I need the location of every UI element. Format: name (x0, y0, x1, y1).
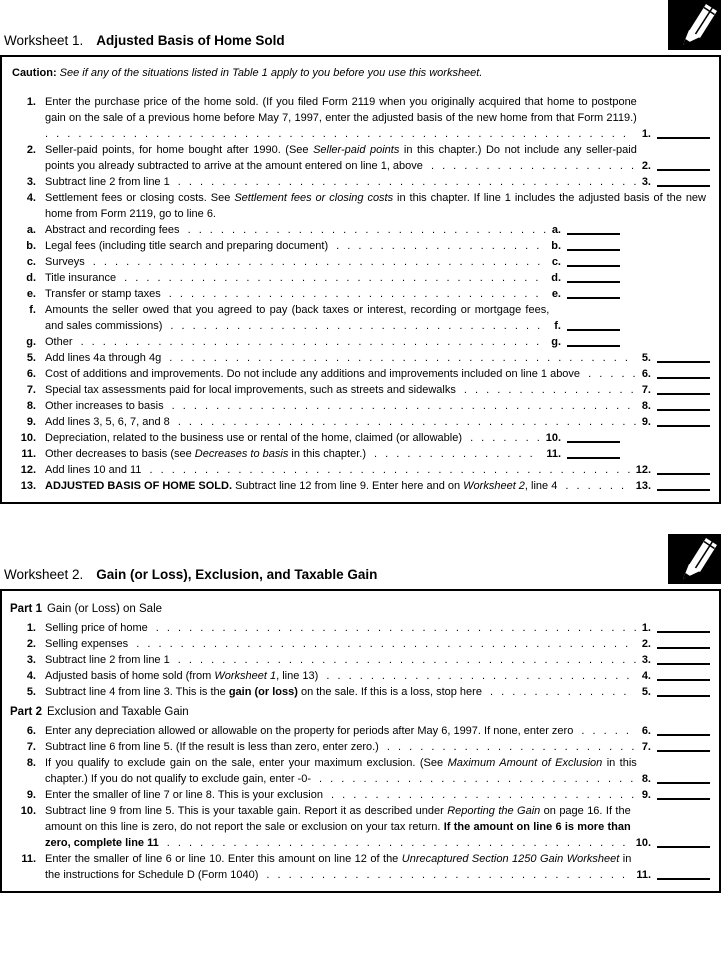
entry-cell (551, 270, 621, 286)
line-number: 9. (26, 789, 36, 801)
worksheet-1-rows (8, 94, 711, 494)
entry-label: 8. (641, 400, 651, 412)
entry-label: 5. (641, 686, 651, 698)
line-description (45, 478, 636, 494)
line-number: 6. (26, 725, 36, 737)
dot-leader: . . . . . . . . . . . . . . . . . . . . . . . . . . . . . . . . . . . . . . (116, 272, 539, 284)
line-number: 7. (26, 741, 36, 753)
line-description (45, 684, 642, 700)
text-segment: Other (45, 336, 73, 348)
line-description (45, 620, 642, 636)
line-number: g. (26, 336, 36, 348)
dot-leader: . . . . . . . . . . . . . . . . . . . . . . . . . . . . . . . . . . . . . . . . . . . . . (128, 638, 629, 650)
worksheet-row (8, 446, 711, 462)
line-number: 2. (26, 144, 36, 156)
line-number: 5. (26, 352, 36, 364)
amount-entry-line[interactable] (657, 734, 710, 736)
text-segment: ADJUSTED BASIS OF HOME SOLD. (45, 480, 233, 492)
line-number: 3. (26, 654, 36, 666)
worksheet-row (8, 787, 711, 803)
text-segment: Add lines 10 and 11 (45, 464, 142, 476)
entry-label: a. (551, 224, 561, 236)
text-segment: Seller-paid points (313, 144, 400, 156)
worksheet-row (8, 142, 711, 174)
dot-leader: . . . . . . . . . . . . . . . . . . . . . . . . . . . . . . . . . . . . . . . . . . (169, 654, 637, 666)
line-number: c. (26, 256, 36, 268)
line-number: d. (26, 272, 36, 284)
text-segment: Subtract line 9 from line 5. This is your taxable gain. Report it as described under (45, 805, 448, 817)
entry-cell (642, 771, 711, 787)
entry-label: 9. (641, 789, 651, 801)
line-number: 8. (26, 757, 36, 769)
line-number: 10. (20, 432, 36, 444)
entry-cell (554, 318, 621, 334)
amount-entry-line[interactable] (567, 281, 620, 283)
amount-entry-line[interactable] (657, 878, 710, 880)
text-segment: Adjusted basis of home sold (from (45, 670, 215, 682)
line-number: 11. (21, 853, 36, 865)
amount-entry-line[interactable] (657, 695, 710, 697)
entry-cell (642, 787, 711, 803)
caution-note (12, 66, 711, 81)
entry-label: 6. (641, 368, 651, 380)
text-segment: Unrecaptured Section 1250 Gain Worksheet (401, 853, 620, 865)
text-segment: Reporting the Gain (447, 805, 541, 817)
worksheet-row (8, 350, 711, 366)
amount-entry-line[interactable] (657, 185, 710, 187)
worksheet-row (8, 174, 711, 190)
text-segment: Worksheet 1 (214, 670, 277, 682)
amount-entry-line[interactable] (657, 473, 710, 475)
text-segment: Title insurance (45, 272, 117, 284)
amount-entry-line[interactable] (657, 377, 710, 379)
entry-cell (551, 238, 621, 254)
line-description (45, 723, 642, 739)
dot-leader: . . . . . . . . . . . . . . . . . . . . . . . . . . . . . (311, 773, 634, 785)
amount-entry-line[interactable] (657, 409, 710, 411)
dot-leader: . . . . . . . . . . . . . . . . . . . . . . . . . . . . (318, 670, 630, 682)
text-segment: Special tax assessments paid for local improvements, such as streets and sidewalks (45, 384, 456, 396)
line-number: e. (26, 288, 36, 300)
text-segment: Other decreases to basis (see (45, 448, 195, 460)
pencil-icon (668, 534, 721, 584)
text-segment: Enter the smaller of line 7 or line 8. This is your exclusion (45, 789, 323, 801)
line-description (45, 652, 642, 668)
entry-label: 8. (641, 773, 651, 785)
line-number: 11. (21, 448, 36, 460)
text-segment: Add lines 3, 5, 6, 7, and 8 (45, 416, 170, 428)
worksheet-1-header (0, 0, 721, 55)
entry-label: 1. (641, 128, 651, 140)
amount-entry-line[interactable] (567, 457, 620, 459)
worksheet-row (8, 851, 711, 883)
text-segment: Enter any depreciation allowed or allowable on the property for periods after May 6, 1997. If none, enter zero (45, 725, 574, 737)
entry-cell (552, 286, 621, 302)
worksheet-row (8, 668, 711, 684)
worksheet-row (8, 238, 711, 254)
text-segment: Enter the purchase price of the home sold. (If you filed Form 2119 when you originally acquired that home to postpone gain on the sale of a previous home before May 7, 1997, enter the adjusted basis of the new home from that Form 2119.) (45, 96, 637, 124)
entry-label: 2. (641, 160, 651, 172)
worksheet-2-rows (8, 601, 711, 883)
text-segment: Selling expenses (45, 638, 129, 650)
entry-cell (546, 446, 621, 462)
dot-leader: . . . . . . . . . . . . . . . . . . . . . . . . . . . . . . . . . . . . . . . . . . . . . . . . . . . . . (45, 128, 626, 140)
line-description (45, 430, 546, 446)
line-number: 8. (26, 400, 36, 412)
line-number: 12. (20, 464, 36, 476)
line-number: 1. (26, 622, 36, 634)
entry-label: 7. (641, 741, 651, 753)
dot-leader: . . . . . . . . . . . . . . . . . . . (422, 160, 635, 172)
line-description (45, 350, 642, 366)
text-segment: Seller-paid points, for home bought after 1990. (See (45, 144, 314, 156)
line-description (45, 755, 642, 787)
amount-entry-line[interactable] (657, 361, 710, 363)
line-number: 2. (26, 638, 36, 650)
line-description (45, 190, 711, 222)
worksheet-row (8, 636, 711, 652)
amount-entry-line[interactable] (657, 782, 710, 784)
amount-entry-line[interactable] (567, 233, 620, 235)
dot-leader: . . . . . . . . . . . . . . . . . . . . . . . . . . . . . . . . . . . . . . . . . . (169, 416, 637, 428)
amount-entry-line[interactable] (657, 679, 710, 681)
dot-leader: . . . . . . . . . . . . . . . . . . . . . . . . . . . . . . . . . . . . . . . . . . (163, 400, 631, 412)
entry-cell (642, 158, 711, 174)
dot-leader: . . . . . . . . . . . . . . . (366, 448, 533, 460)
dot-leader: . . . . . . . . . . . . . . . . . . . . . . . (378, 741, 635, 753)
text-segment: If you qualify to exclude gain on the sale, enter your maximum exclusion. (See (45, 757, 448, 769)
entry-cell (551, 334, 621, 350)
entry-cell (642, 414, 711, 430)
text-segment: Caution: (12, 67, 60, 79)
line-description (45, 398, 642, 414)
worksheet-row (8, 302, 711, 334)
entry-cell (642, 126, 711, 142)
entry-cell (642, 398, 711, 414)
worksheet-1-label: Worksheet 1. (4, 33, 84, 48)
entry-label: b. (551, 240, 561, 252)
text-segment: See if any of the situations listed in Table 1 apply to you before you use this worksheet. (59, 67, 483, 79)
text-segment: on the sale. If this is a loss, stop here (297, 686, 482, 698)
text-segment: Selling price of home (45, 622, 148, 634)
entry-cell (552, 222, 621, 238)
text-segment: Transfer or stamp taxes (45, 288, 161, 300)
worksheet-row (8, 286, 711, 302)
amount-entry-line[interactable] (657, 489, 710, 491)
text-segment: Gain (or Loss) on Sale (46, 603, 163, 615)
worksheet-row (8, 366, 711, 382)
entry-label: 3. (641, 176, 651, 188)
text-segment: Subtract line 2 from line 1 (45, 654, 170, 666)
worksheet-2-box (0, 589, 721, 893)
text-segment: Maximum Amount of Exclusion (447, 757, 603, 769)
text-segment: Legal fees (including title search and preparing document) (45, 240, 329, 252)
worksheet-row (8, 430, 711, 446)
entry-label: 5. (641, 352, 651, 364)
line-description (45, 174, 642, 190)
entry-label: 11. (546, 448, 561, 460)
dot-leader: . . . . . . . . . . . . . . . . . . . . . . . . . . . . . . . . . (258, 869, 626, 881)
amount-entry-line[interactable] (657, 393, 710, 395)
line-description (45, 270, 551, 286)
worksheet-row (8, 462, 711, 478)
line-number: b. (26, 240, 36, 252)
line-number: 4. (26, 192, 36, 204)
amount-entry-line[interactable] (567, 345, 620, 347)
amount-entry-line[interactable] (657, 663, 710, 665)
entry-cell (642, 620, 711, 636)
text-segment: Other increases to basis (45, 400, 164, 412)
amount-entry-line[interactable] (657, 647, 710, 649)
entry-label: 4. (641, 670, 651, 682)
line-description (45, 787, 642, 803)
worksheet-2-label: Worksheet 2. (4, 567, 84, 582)
entry-cell (642, 366, 711, 382)
dot-leader: . . . . . (573, 725, 629, 737)
text-segment: Subtract line 4 from line 3. This is the (45, 686, 229, 698)
entry-label: 12. (635, 464, 651, 476)
entry-label: e. (551, 288, 561, 300)
dot-leader: . . . . . . . . . . . . . . . . . . . . . . . . . . . . . . . . . . . . . . . . . . (169, 176, 637, 188)
entry-cell (546, 430, 621, 446)
line-number: 9. (26, 416, 36, 428)
dot-leader: . . . . . . . . . . . . . . . . . . . . . . . . . . . . . . . . . . . . . . . . . . (158, 837, 626, 849)
part-heading (10, 704, 711, 720)
entry-cell (642, 636, 711, 652)
worksheet-row (8, 755, 711, 787)
entry-cell (636, 867, 711, 883)
line-number: 7. (26, 384, 36, 396)
dot-leader: . . . . . . . . . . . . . . . . . . . . . . . . . . . . . . . . . . . . . . . . . . (72, 336, 540, 348)
dot-leader: . . . . . . (557, 480, 625, 492)
dot-leader: . . . . . . . . . . . . . . . . . . . . . . . . . . . . (322, 789, 635, 801)
line-description (45, 851, 636, 883)
worksheet-2-title: Gain (or Loss), Exclusion, and Taxable Gain (96, 567, 378, 582)
entry-cell (552, 254, 621, 270)
line-description (45, 302, 554, 334)
part-label: Part 1 (10, 603, 42, 615)
line-number: 1. (26, 96, 36, 108)
text-segment: If the amount on line 6 is more than zero, complete line 11 (45, 821, 631, 849)
entry-cell (642, 723, 711, 739)
line-description (45, 636, 642, 652)
worksheet-row (8, 94, 711, 142)
text-segment: Settlement fees or closing costs. See (45, 192, 235, 204)
line-number: 10. (20, 805, 36, 817)
text-segment: Settlement fees or closing costs (234, 192, 394, 204)
worksheet-row (8, 620, 711, 636)
dot-leader: . . . . . . . (462, 432, 540, 444)
dot-leader: . . . . . . . . . . . . . . . . . . . . . . . . . . . . . . . . . . . . . . . . . . . . (141, 464, 631, 476)
dot-leader: . . . . . . . . . . . . . . . . . . . . . . . . . . . . . . . . . . (162, 320, 541, 332)
entry-label: 7. (641, 384, 651, 396)
text-segment: Worksheet 2 (463, 480, 525, 492)
line-description (45, 254, 552, 270)
worksheet-row (8, 414, 711, 430)
dot-leader: . . . . . . . . . . . . . (481, 686, 627, 698)
entry-label: 6. (641, 725, 651, 737)
dot-leader: . . . . . . . . . . . . . . . . . . . . . . . . . . . . . . . . . . . . . . . . . (84, 256, 541, 268)
worksheet-1-title: Adjusted Basis of Home Sold (96, 33, 285, 48)
amount-entry-line[interactable] (567, 329, 620, 331)
amount-entry-line[interactable] (657, 169, 710, 171)
entry-cell (642, 174, 711, 190)
text-segment: in this chapter.) If you do not qualify to exclude gain, enter -0- (45, 757, 637, 785)
amount-entry-line[interactable] (657, 798, 710, 800)
dot-leader: . . . . . . . . . . . . . . . . . . . . . . . . . . . . . . . . . . . . . . . . . . . . (147, 622, 637, 634)
entry-label: 11. (636, 869, 651, 881)
line-number: 5. (26, 686, 36, 698)
worksheet-row (8, 803, 711, 851)
dot-leader: . . . . . . . . . . . . . . . . . . . (328, 240, 540, 252)
worksheet-row (8, 723, 711, 739)
entry-label: d. (551, 272, 561, 284)
line-description (45, 366, 642, 382)
entry-label: g. (551, 336, 561, 348)
line-number: 13. (20, 480, 36, 492)
line-description (45, 739, 642, 755)
dot-leader: . . . . . . . . . . . . . . . . . . . . . . . . . . . . . . . . . (179, 224, 547, 236)
text-segment: Subtract line 2 from line 1 (45, 176, 170, 188)
amount-entry-line[interactable] (567, 441, 620, 443)
entry-cell (642, 652, 711, 668)
text-segment: Amounts the seller owed that you agreed to pay (back taxes or interest, recording or mortgage fees, and sales commissions) (45, 304, 550, 332)
text-segment: gain (or loss) (228, 686, 298, 698)
line-description (45, 238, 551, 254)
entry-cell (636, 478, 711, 494)
text-segment: in this chapter. If line 1 includes the adjusted basis of the new home from Form 2119, go to line 6. (45, 192, 706, 220)
line-description (45, 142, 642, 174)
text-segment: Abstract and recording fees (45, 224, 180, 236)
dot-leader: . . . . . . . . . . . . . . . . . . . . . . . . . . . . . . . . . . . . . . . . . . (161, 352, 628, 364)
text-segment: Cost of additions and improvements. Do not include any additions and improvements included on line 1 above (45, 368, 581, 380)
worksheet-row (8, 270, 711, 286)
entry-label: 9. (641, 416, 651, 428)
entry-label: 1. (641, 622, 651, 634)
worksheet-row (8, 334, 711, 350)
entry-label: f. (554, 320, 561, 332)
text-segment: in this chapter.) Do not include any seller-paid points you already subtracted to arrive at the amount entered on line 1, above (45, 144, 637, 172)
line-description (45, 668, 642, 684)
text-segment: in the instructions for Schedule D (Form 1040) (45, 853, 632, 881)
entry-cell (636, 462, 711, 478)
line-description (45, 803, 636, 851)
line-description (45, 334, 551, 350)
text-segment: Depreciation, related to the business use or rental of the home, claimed (or allowable) (45, 432, 463, 444)
line-description (45, 414, 642, 430)
worksheet-row (8, 739, 711, 755)
worksheet-row (8, 382, 711, 398)
entry-label: 2. (641, 638, 651, 650)
entry-cell (642, 350, 711, 366)
worksheet-row (8, 222, 711, 238)
dot-leader: . . . . . . . . . . . . . . . . . . . . . . . . . . . . . . . . . . (160, 288, 539, 300)
amount-entry-line[interactable] (657, 631, 710, 633)
worksheet-row (8, 652, 711, 668)
amount-entry-line[interactable] (567, 297, 620, 299)
line-number: f. (29, 304, 36, 316)
worksheet-2-section (0, 534, 721, 893)
line-description (45, 94, 642, 142)
text-segment: Subtract line 6 from line 5. (If the result is less than zero, enter zero.) (45, 741, 379, 753)
entry-cell (642, 382, 711, 398)
text-segment: , line 13) (276, 670, 319, 682)
part-label: Part 2 (10, 706, 42, 718)
line-number: 4. (26, 670, 36, 682)
worksheet-row (8, 398, 711, 414)
line-description (45, 446, 546, 462)
part-heading (10, 601, 711, 617)
worksheet-row (8, 478, 711, 494)
text-segment: on page 16. If the amount on this line is zero, do not report the sale or exclusion on your tax return. (45, 805, 631, 833)
line-description (45, 222, 552, 238)
line-description (45, 286, 552, 302)
text-segment: Subtract line 12 from line 9. Enter here and on (232, 480, 464, 492)
worksheet-row (8, 190, 711, 222)
line-number: 3. (26, 176, 36, 188)
entry-label: 10. (545, 432, 561, 444)
amount-entry-line[interactable] (657, 846, 710, 848)
worksheet-row (8, 684, 711, 700)
entry-label: 3. (641, 654, 651, 666)
amount-entry-line[interactable] (657, 750, 710, 752)
pencil-icon (668, 0, 721, 50)
entry-cell (642, 739, 711, 755)
entry-label: 10. (635, 837, 651, 849)
text-segment: Exclusion and Taxable Gain (46, 706, 189, 718)
worksheet-row (8, 254, 711, 270)
text-segment: in this chapter.) (288, 448, 366, 460)
entry-cell (636, 835, 711, 851)
amount-entry-line[interactable] (567, 265, 620, 267)
text-segment: Add lines 4a through 4g (45, 352, 162, 364)
text-segment: Surveys (45, 256, 85, 268)
line-description (45, 462, 636, 478)
line-number: 6. (26, 368, 36, 380)
text-segment: Decreases to basis (194, 448, 289, 460)
line-number: a. (26, 224, 36, 236)
amount-entry-line[interactable] (657, 137, 710, 139)
entry-label: 13. (635, 480, 651, 492)
amount-entry-line[interactable] (657, 425, 710, 427)
text-segment: , line 4 (524, 480, 558, 492)
dot-leader: . . . . . . . . . . . . . . . . (455, 384, 634, 396)
worksheet-2-header (0, 534, 721, 589)
text-segment: Enter the smaller of line 6 or line 10. Enter this amount on line 12 of the (45, 853, 402, 865)
entry-label: c. (551, 256, 561, 268)
amount-entry-line[interactable] (567, 249, 620, 251)
dot-leader: . . . . . (580, 368, 636, 380)
line-description (45, 382, 642, 398)
worksheet-1-box (0, 55, 721, 504)
entry-cell (642, 684, 711, 700)
entry-cell (642, 668, 711, 684)
